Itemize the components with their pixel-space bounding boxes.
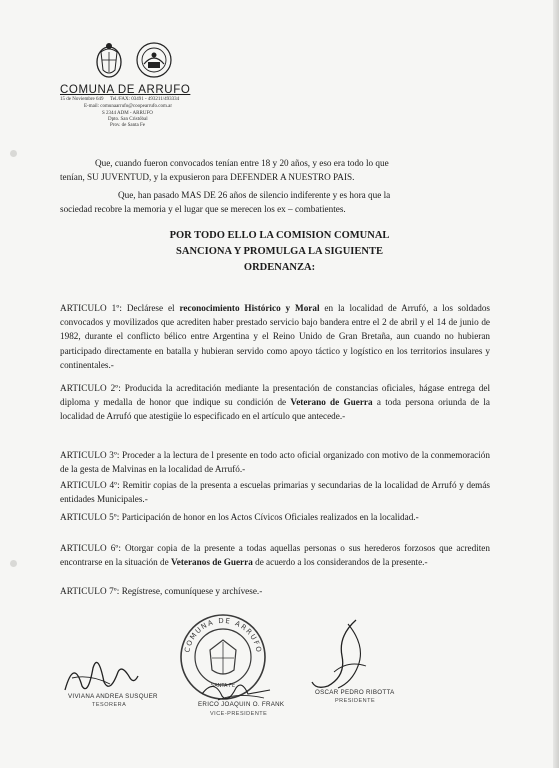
article-text: Declárese el [121,303,180,313]
article-bold-text: Veteranos de Guerra [170,557,253,568]
article-text: Proceder a la lectura de l presente en todo acto oficial organizado con motivo de la conmemoración de la gesta de Malvinas en la localidad de Arrufó.- [60,450,490,475]
article-label: ARTICULO 1º: [60,303,122,313]
considerando-2-line-2: sociedad recobre la memoria y el lugar que se merecen los ex – combatientes. [60,204,346,214]
commune-name: COMUNA DE ARRUFO [60,84,191,96]
article-6 [60,541,490,569]
resolution-line-3: ORDENANZA: [243,262,316,273]
signature-right-icon [308,616,378,691]
article-1 [60,301,490,372]
article-text: en la localidad de Arrufó, a los soldados convocados y movilizados que acrediten haber prestado servicio bajo bandera entre el 2 de abril y el 14 de junio de 1982, durante el conflicto bélico entre Argentina y el Reino Unido de Gran Bretaña, aun cuando no hubieran participado directamente en batalla y hubieran servido como apoyo táctico y logístico en los territorios insulares y continentales.- [60,303,490,370]
article-label: ARTICULO 5º: [60,512,120,522]
address-department: Dpto. San Cristóbal [108,117,148,122]
signature-name-treasurer: VIVIANA ANDREA SUSQUER [68,693,158,700]
header-emblems [92,38,182,84]
address-email: E-mail: comunaarrufo@coopearrufo.com.ar [84,104,173,109]
article-text: Regístrese, comuníquese y archívese.- [119,586,263,596]
signature-role-vice-president: VICE-PRESIDENTE [210,711,268,717]
resolution-line-2: SANCIONA Y PROMULGA LA SIGUIENTE [176,246,383,257]
stamp-inner-text: SANTA FE [210,683,236,689]
article-label: ARTICULO 3º: [60,450,120,460]
punch-hole [10,560,17,567]
coat-of-arms-icon [92,38,182,84]
article-text: Otorgar copia de la presente a todas aquellas personas o sus herederos forzosos que acrediten encontrarse en la situación de [60,543,490,568]
signature-role-president: PRESIDENTE [335,698,376,704]
considerando-1-line-2: tenían, SU JUVENTUD, y la expusieron para DEFENDER A NUESTRO PAIS. [60,172,355,182]
article-label: ARTICULO 4º: [60,480,120,490]
address-phone: Tel./FAX: 03491 - 493211/493334 [110,97,180,102]
article-7 [60,584,490,598]
stamp-outer-text: COMUNA DE ARRUFO [183,616,263,655]
article-text: a toda persona oriunda de la localidad de Arrufó que atestigüe lo especificado en el artículo que antecede.- [60,397,490,422]
address-province: Prov. de Santa Fe [110,123,145,128]
considerando-1-line-1: Que, cuando fueron convocados tenían entre 18 y 20 años, y eso era todo lo que [95,158,389,168]
punch-hole [10,150,17,157]
article-label: ARTICULO 7º: [60,586,120,596]
article-bold-text: reconocimiento Histórico y Moral [179,303,320,313]
signature-role-treasurer: TESORERA [92,702,127,708]
signature-name-vice-president: ERICO JOAQUIN O. FRANK [198,701,285,708]
resolution-line-1: POR TODO ELLO LA COMISION COMUNAL [169,230,390,241]
article-bold-text: Veterano de Guerra [290,397,373,408]
article-text: Producida la acreditación mediante la presentación de constancias oficiales, hágase entrega del diploma y medalla de honor que indique su condición de [60,383,490,408]
address-street: 15 de Noviembre 649 [60,97,104,102]
article-3 [60,448,490,476]
signature-name-president: OSCAR PEDRO RIBOTTA [315,689,395,696]
article-4 [60,478,490,506]
article-label: ARTICULO 6º: [60,543,122,553]
article-label: ARTICULO 2º: [60,383,121,393]
signature-left-icon [60,648,140,698]
article-5 [60,510,490,524]
article-text: Remitir copias de la presenta a escuelas primarias y secundarias de la localidad de Arrufó y demás entidades Municipales.- [60,480,490,505]
article-2 [60,381,490,424]
article-text: de acuerdo a los considerandos de la presente.- [252,557,428,568]
scan-edge [553,0,559,768]
address-postal: S 2344 ADM - ARRUFO [102,111,153,116]
article-text: Participación de honor en los Actos Cívicos Oficiales realizados en la localidad.- [119,512,419,522]
considerando-2-line-1: Que, han pasado MAS DE 26 años de silencio indiferente y es hora que la [118,190,391,200]
